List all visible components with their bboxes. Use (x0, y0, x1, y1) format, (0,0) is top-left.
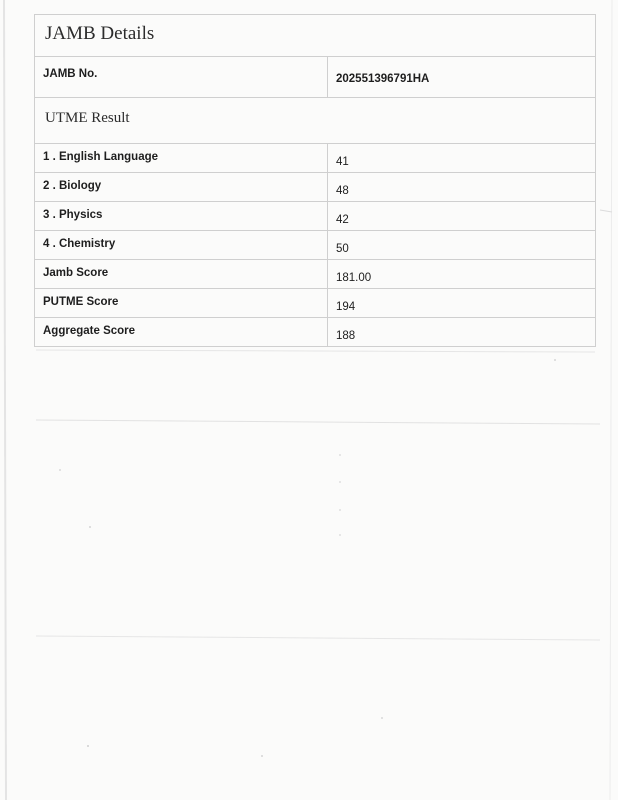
subject-chemistry-score: 50 (336, 243, 349, 255)
table-row (35, 231, 595, 260)
subject-english-label: 1 . English Language (35, 144, 328, 172)
table-row (35, 289, 595, 318)
table-row (35, 202, 595, 231)
subject-chemistry-label: 4 . Chemistry (35, 231, 328, 259)
jamb-score-value: 181.00 (336, 272, 372, 284)
jamb-score-label: Jamb Score (35, 260, 328, 288)
aggregate-score-value: 188 (336, 330, 356, 342)
utme-result-heading: UTME Result (35, 98, 595, 144)
putme-score-label: PUTME Score (35, 289, 328, 317)
jamb-details-table (34, 14, 596, 347)
table-row (35, 173, 595, 202)
subject-physics-score: 42 (336, 214, 349, 226)
table-row (35, 260, 595, 289)
table-row (35, 144, 595, 173)
jamb-details-heading: JAMB Details (35, 15, 595, 57)
putme-score-value: 194 (336, 301, 356, 313)
aggregate-score-label: Aggregate Score (35, 318, 328, 346)
jamb-no-row (35, 57, 595, 98)
jamb-no-label: JAMB No. (35, 57, 328, 97)
subject-physics-label: 3 . Physics (35, 202, 328, 230)
subject-biology-label: 2 . Biology (35, 173, 328, 201)
table-row (35, 318, 595, 347)
jamb-no-value: 202551396791HA (336, 73, 430, 85)
subject-english-score: 41 (336, 156, 349, 168)
subject-biology-score: 48 (336, 185, 349, 197)
